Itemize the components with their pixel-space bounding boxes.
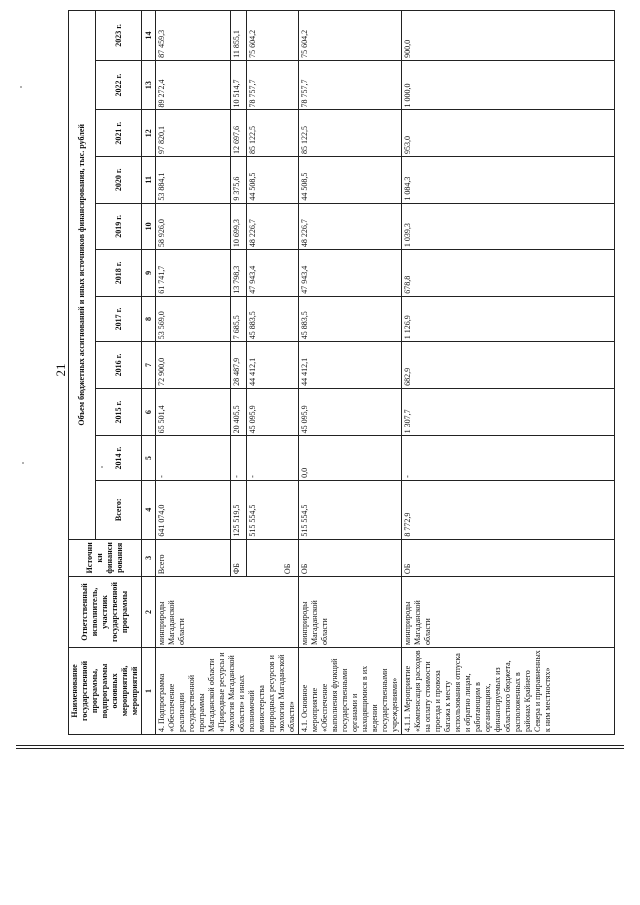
separator-line bbox=[16, 745, 624, 746]
cell-value: 45 883,5 bbox=[247, 296, 282, 342]
row-name: 4.1.1. Мероприятие «Компенсация расходов на оплату стоимости проезда и провоза багажа к месту использования отпуска и обратно лицам, работающим в организациях, финансируемых из областного бюджета, расположенных в районах Крайнего Севера и приравненных к ним местностях» bbox=[402, 647, 615, 734]
cell-value: 515 554,5 bbox=[299, 480, 402, 539]
cell-value: - bbox=[231, 436, 247, 481]
cell-value: 1 084,3 bbox=[402, 157, 615, 204]
header-year: 2014 г. bbox=[96, 436, 142, 481]
header-responsible: Ответственный исполнитель, участник государственной программы bbox=[69, 577, 142, 648]
header-year: 2018 г. bbox=[96, 250, 142, 297]
cell-value: 900,0 bbox=[402, 11, 615, 61]
column-number: 10 bbox=[142, 203, 156, 250]
cell-value: 89 272,4 bbox=[156, 60, 231, 110]
cell-value: 44 412,1 bbox=[247, 342, 282, 389]
cell-value: 44 412,1 bbox=[299, 342, 402, 389]
cell-value: 45 095,9 bbox=[247, 388, 282, 436]
row-source bbox=[247, 539, 282, 576]
column-number: 11 bbox=[142, 157, 156, 204]
column-number: 6 bbox=[142, 388, 156, 436]
cell-value: 48 226,7 bbox=[299, 203, 402, 250]
cell-value: 125 519,5 bbox=[231, 480, 247, 539]
cell-value: 58 926,0 bbox=[156, 203, 231, 250]
cell-value: 641 074,0 bbox=[156, 480, 231, 539]
cell-value: 10 699,3 bbox=[231, 203, 247, 250]
cell-value: 20 405,5 bbox=[231, 388, 247, 436]
column-number: 2 bbox=[142, 577, 156, 648]
cell-value: 44 508,5 bbox=[299, 157, 402, 204]
column-number: 8 bbox=[142, 296, 156, 342]
header-total: Всего: bbox=[96, 480, 142, 539]
row-responsible: минприроды Магаданской области bbox=[402, 577, 615, 648]
cell-value: 48 226,7 bbox=[247, 203, 282, 250]
row-source: ФБ bbox=[231, 539, 247, 576]
header-year: 2017 г. bbox=[96, 296, 142, 342]
cell-value: 0,0 bbox=[299, 436, 402, 481]
cell-value: 1 307,7 bbox=[402, 388, 615, 436]
cell-value: 45 095,9 bbox=[299, 388, 402, 436]
cell-value: 45 883,5 bbox=[299, 296, 402, 342]
cell-value: 11 855,1 bbox=[231, 11, 247, 61]
column-number: 14 bbox=[142, 11, 156, 61]
cell-value: 10 514,7 bbox=[231, 60, 247, 110]
cell-value: 12 697,6 bbox=[231, 110, 247, 157]
cell-value: 47 943,4 bbox=[247, 250, 282, 297]
cell-value: 44 508,5 bbox=[247, 157, 282, 204]
header-source: Источники финансирования bbox=[69, 539, 142, 576]
cell-value: 85 122,5 bbox=[299, 110, 402, 157]
cell-value: 515 554,5 bbox=[247, 480, 282, 539]
cell-value: 65 501,4 bbox=[156, 388, 231, 436]
table-row bbox=[402, 11, 615, 735]
cell-value: 97 820,1 bbox=[156, 110, 231, 157]
cell-value: - bbox=[247, 436, 282, 481]
cell-value: 28 487,9 bbox=[231, 342, 247, 389]
cell-value: - bbox=[156, 436, 231, 481]
cell-value: 1 126,9 bbox=[402, 296, 615, 342]
row-source: ОБ bbox=[282, 539, 298, 576]
cell-value: 87 459,3 bbox=[156, 11, 231, 61]
cell-value: 47 943,4 bbox=[299, 250, 402, 297]
separator-line bbox=[16, 748, 624, 749]
cell-value: 72 900,0 bbox=[156, 342, 231, 389]
table-row bbox=[299, 11, 402, 735]
cell-value: 13 798,3 bbox=[231, 250, 247, 297]
cell-value: 1 000,0 bbox=[402, 60, 615, 110]
cell-value: 7 685,5 bbox=[231, 296, 247, 342]
row-name: 4.1. Основное мероприятие «Обеспечение выполнения функций государственными органами и находящимися в их ведении государственными учреждениями» bbox=[299, 647, 402, 734]
header-year: 2020 г. bbox=[96, 157, 142, 204]
cell-value: - bbox=[402, 436, 615, 481]
rotated-table-wrapper bbox=[68, 10, 612, 735]
row-source: ОБ bbox=[402, 539, 615, 576]
column-number: 12 bbox=[142, 110, 156, 157]
table-row bbox=[156, 11, 231, 735]
column-number: 5 bbox=[142, 436, 156, 481]
header-financing-group: Объем бюджетных ассигнований и иных источников финансирования, тыс. рублей bbox=[69, 11, 96, 540]
row-source: ОБ bbox=[299, 539, 402, 576]
cell-value: 53 884,1 bbox=[156, 157, 231, 204]
cell-value: 75 604,2 bbox=[247, 11, 282, 61]
header-year: 2021 г. bbox=[96, 110, 142, 157]
column-number: 9 bbox=[142, 250, 156, 297]
column-number-row bbox=[142, 11, 156, 735]
cell-value: 53 569,0 bbox=[156, 296, 231, 342]
cell-value: 61 741,7 bbox=[156, 250, 231, 297]
row-responsible: минприроды Магаданской области bbox=[299, 577, 402, 648]
cell-value: 78 757,7 bbox=[247, 60, 282, 110]
column-number: 1 bbox=[142, 647, 156, 734]
header-year: 2022 г. bbox=[96, 60, 142, 110]
column-number: 3 bbox=[142, 539, 156, 576]
page-number: 21 bbox=[53, 363, 68, 377]
cell-value: 85 122,5 bbox=[247, 110, 282, 157]
cell-value: 953,0 bbox=[402, 110, 615, 157]
column-number: 7 bbox=[142, 342, 156, 389]
column-number: 4 bbox=[142, 480, 156, 539]
cell-value: 682,9 bbox=[402, 342, 615, 389]
header-name: Наименование государственной программы, подпрограммы основных мероприятий, мероприятий bbox=[69, 647, 142, 734]
cell-value: 1 039,3 bbox=[402, 203, 615, 250]
row-responsible: минприроды Магаданской области bbox=[156, 577, 299, 648]
cell-value: 8 772,9 bbox=[402, 480, 615, 539]
scan-speck bbox=[22, 462, 24, 464]
header-year: 2015 г. bbox=[96, 388, 142, 436]
cell-value: 78 757,7 bbox=[299, 60, 402, 110]
cell-value: 9 375,6 bbox=[231, 157, 247, 204]
header-year: 2023 г. bbox=[96, 11, 142, 61]
column-number: 13 bbox=[142, 60, 156, 110]
scan-speck bbox=[20, 86, 22, 88]
cell-value: 678,8 bbox=[402, 250, 615, 297]
cell-value: 75 604,2 bbox=[299, 11, 402, 61]
row-name: 4. Подпрограмма «Обеспечение реализации государственной программы Магаданской области «Природные ресурсы и экология Магаданской области» и иных полномочий министерства природных ресурсов и экологии Магаданской области» bbox=[156, 647, 299, 734]
financing-table bbox=[68, 10, 615, 735]
header-year: 2016 г. bbox=[96, 342, 142, 389]
header-year: 2019 г. bbox=[96, 203, 142, 250]
row-source: Всего bbox=[156, 539, 231, 576]
